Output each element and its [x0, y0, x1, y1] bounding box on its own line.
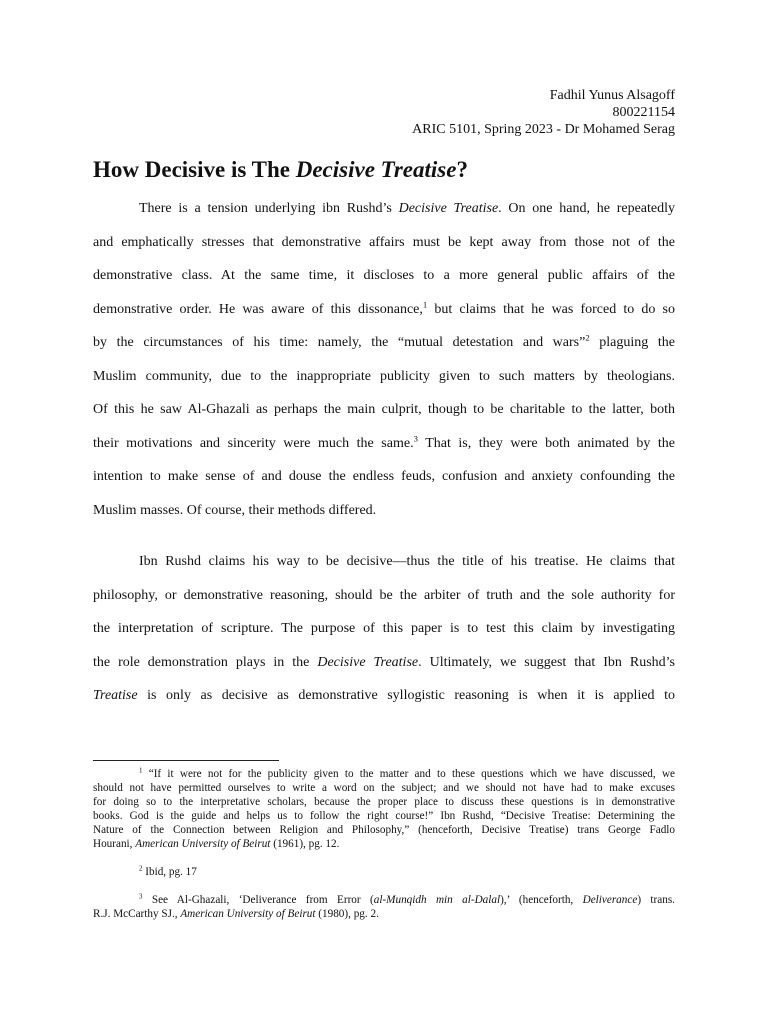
paragraph-line: Muslim masses. Of course, their methods differed. [93, 502, 377, 518]
text-run: but claims that he was forced to do so [427, 301, 675, 317]
text-run: by the circumstances of his time: namely, the “mutual detestation and wars” [93, 335, 586, 350]
text-run: ) trans. [637, 894, 675, 906]
text-run: . On one hand, he repeatedly [498, 201, 676, 216]
author-header [412, 87, 675, 138]
title-italic: Decisive Treatise [295, 157, 457, 182]
text-run: demonstrative order. He was aware of this dissonance, [93, 301, 423, 317]
footnote-ref-3[interactable]: 3 [413, 432, 418, 443]
student-id: 800221154 [612, 105, 675, 120]
footnote-1 [93, 767, 675, 851]
paragraph-line: and emphatically stresses that demonstrative affairs must be kept away from those not of the [93, 234, 675, 250]
footnote-number: 3 [139, 892, 143, 901]
text-run: . Ultimately, we suggest that Ibn Rushd’s [418, 654, 675, 670]
text-run-italic: American University of Beirut [135, 838, 271, 850]
text-run-italic: Decisive Treatise [317, 654, 419, 670]
text-run: (1980), pg. 2. [315, 908, 379, 920]
text-run: plaguing the [589, 335, 675, 350]
text-run: That is, they were both animated by the [417, 435, 676, 451]
paragraph-line: demonstrative class. At the same time, it discloses to a more general public affairs of the [93, 268, 675, 283]
footnote-2 [93, 865, 675, 879]
text-run-italic: Deliverance [582, 894, 638, 906]
footnote-line [93, 767, 675, 781]
paragraph-line: the interpretation of scripture. The purpose of this paper is to test this claim by investigating [93, 621, 675, 636]
footnote-number: 2 [139, 864, 143, 873]
page-title [93, 155, 468, 185]
footnote-ref-1[interactable]: 1 [422, 298, 428, 309]
course-info: ARIC 5101, Spring 2023 - Dr Mohamed Serag [412, 122, 675, 137]
footnote-line: Nature of the Connection between Religion and Philosophy,” (henceforth, Decisive Treatise) trans George Fadlo [93, 824, 675, 836]
paragraph-line: Of this he saw Al-Ghazali as perhaps the main culprit, though to be charitable to the latter, both [93, 402, 675, 417]
paragraph-line [93, 192, 675, 226]
text-run: (1961), pg. 12. [270, 838, 340, 850]
text-run: ),’ (henceforth, [500, 894, 583, 906]
text-run-italic: Decisive Treatise [398, 201, 499, 216]
author-name: Fadhil Yunus Alsagoff [549, 88, 675, 103]
paragraph-line [93, 427, 675, 461]
footnote-ref-2[interactable]: 2 [585, 332, 590, 343]
title-prefix: How Decisive is The [93, 157, 296, 182]
text-run: the role demonstration plays in the [93, 654, 318, 670]
text-run: “If it were not for the publicity given to the matter and to these questions which we have discussed, we [142, 768, 675, 780]
footnote-line: should not have permitted ourselves to write a word on the subject; and we should not have had to make excuses [93, 782, 675, 794]
text-run: There is a tension underlying ibn Rushd’s [139, 201, 399, 216]
footnote-line [93, 907, 675, 921]
text-run: R.J. McCarthy SJ., [93, 908, 181, 920]
text-run: See Al-Ghazali, ‘Deliverance from Error ( [142, 894, 374, 906]
footnote-line [93, 837, 675, 851]
paragraph-line [93, 679, 675, 713]
paragraph-line [93, 326, 675, 360]
footnote-line: books. God is the guide and helps us to follow the right course!” Ibn Rushd, “Decisive Treatise: Determining the [93, 810, 675, 822]
paragraph-line: intention to make sense of and douse the endless feuds, confusion and anxiety confounding the [93, 469, 675, 484]
footnote-line [93, 865, 675, 879]
paragraph-line: Muslim community, due to the inappropriate publicity given to such matters by theologians. [93, 368, 675, 384]
paragraph-line: Ibn Rushd claims his way to be decisive—thus the title of his treatise. He claims that [139, 554, 675, 569]
paragraph-line [93, 293, 675, 327]
text-run: Ibid, pg. 17 [142, 866, 197, 878]
paragraph-1 [93, 192, 675, 527]
footnote-line [93, 893, 675, 907]
paragraph-line [93, 646, 675, 680]
text-run: their motivations and sincerity were much the same. [93, 435, 414, 451]
text-run-italic: American University of Beirut [180, 908, 316, 920]
text-run-italic: al-Munqidh min al-Dalal [373, 894, 501, 906]
footnote-divider [93, 760, 279, 761]
text-run-italic: Treatise [93, 688, 138, 703]
footnote-line: for doing so to the interpretative scholars, because the proper place to discuss these questions is in demonstrative [93, 796, 675, 808]
paragraph-line: philosophy, or demonstrative reasoning, should be the arbiter of truth and the sole authority for [93, 587, 675, 603]
text-run: is only as decisive as demonstrative syllogistic reasoning is when it is applied to [137, 688, 675, 703]
paragraph-2 [93, 545, 675, 713]
footnote-number: 1 [139, 766, 143, 775]
title-suffix: ? [456, 157, 468, 182]
text-run: Hourani, [93, 838, 136, 850]
footnote-3 [93, 893, 675, 921]
